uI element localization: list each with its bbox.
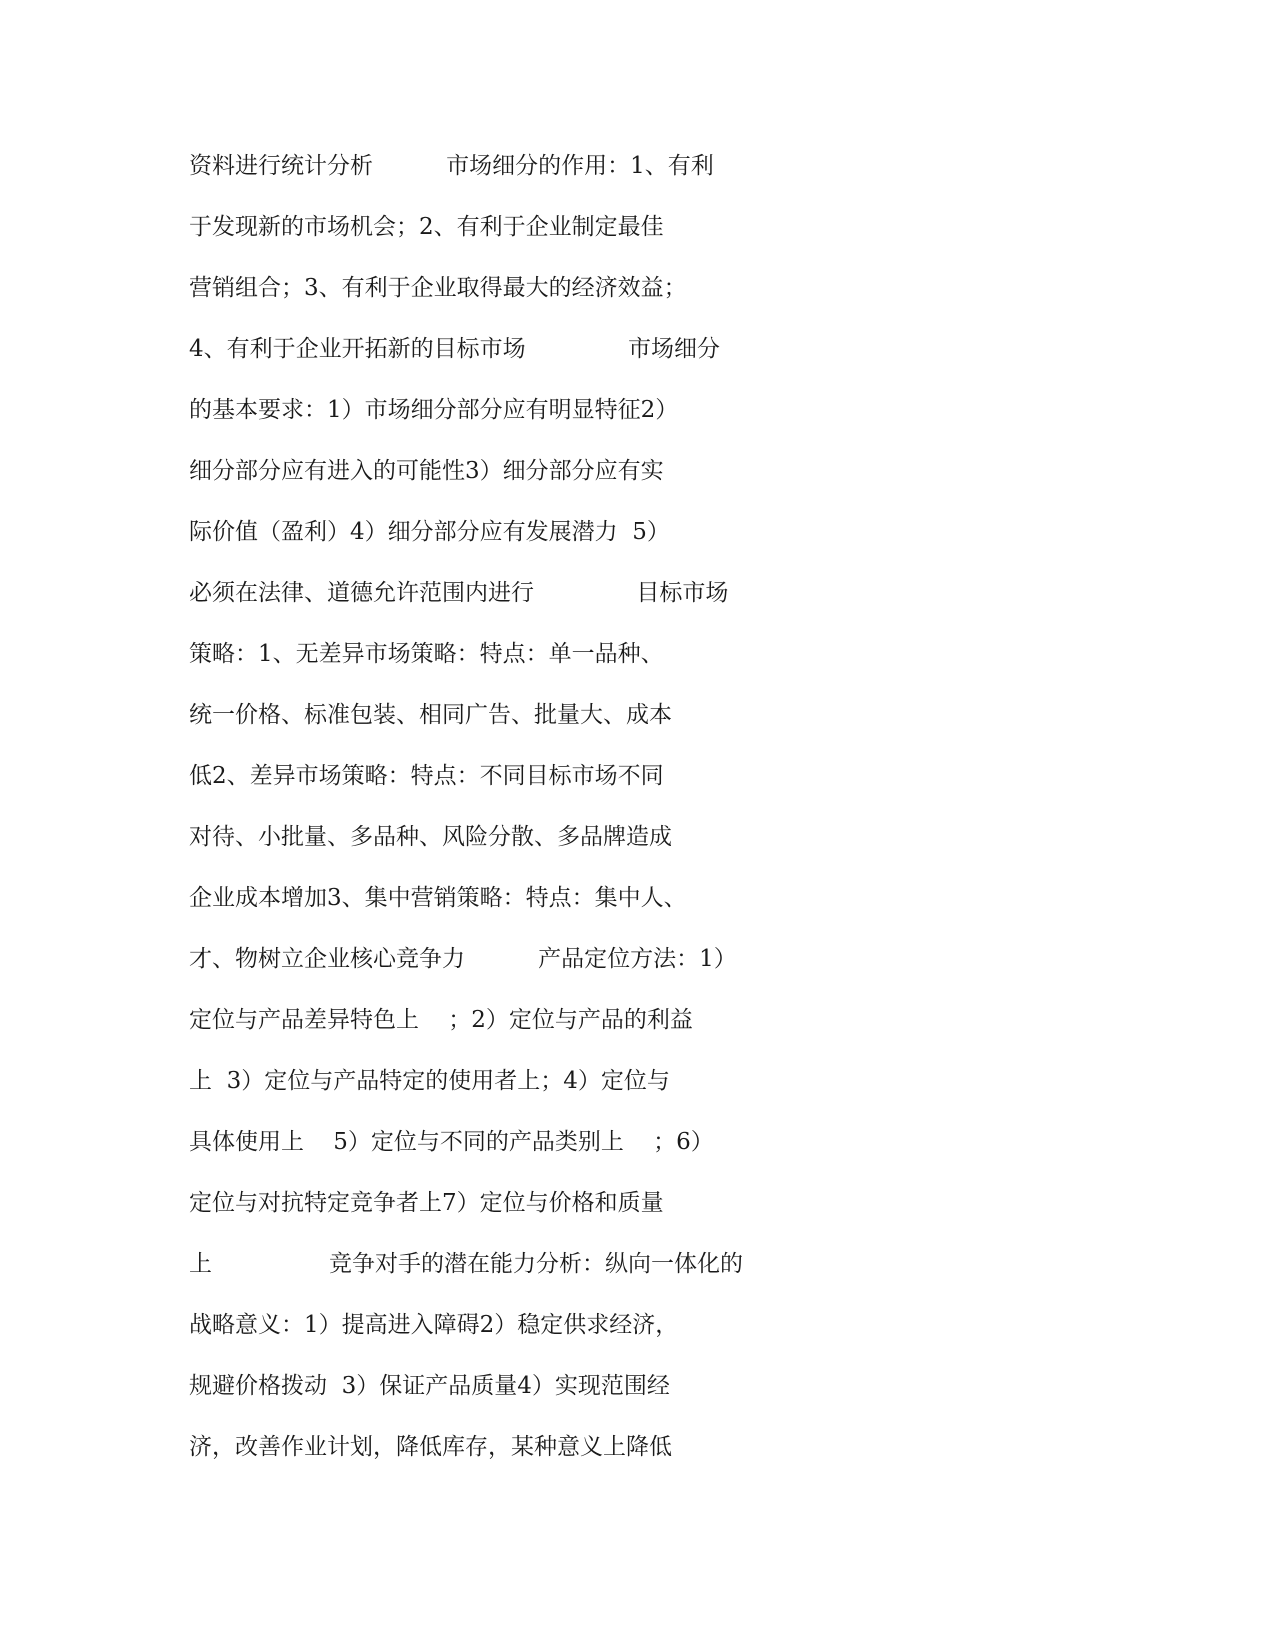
text-line: 必须在法律、道德允许范围内进行 目标市场: [189, 580, 729, 606]
text-line: 具体使用上 5）定位与不同的产品类别上 ；6）: [189, 1129, 714, 1155]
text-line: 济，改善作业计划，降低库存，某种意义上降低: [189, 1434, 672, 1460]
text-line: 营销组合；3、有利于企业取得最大的经济效益；: [189, 275, 687, 301]
text-line: 4、有利于企业开拓新的目标市场 市场细分: [189, 336, 720, 362]
text-line: 规避价格拨动 3）保证产品质量4）实现范围经: [189, 1373, 670, 1399]
text-line: 低2、差异市场策略：特点：不同目标市场不同: [189, 763, 664, 789]
body-text: [189, 146, 789, 1488]
text-line: 于发现新的市场机会；2、有利于企业制定最佳: [189, 214, 664, 240]
text-line: 细分部分应有进入的可能性3）细分部分应有实: [189, 458, 664, 484]
text-line: 企业成本增加3、集中营销策略：特点：集中人、: [189, 885, 687, 911]
text-line: 策略：1、无差异市场策略：特点：单一品种、: [189, 641, 664, 667]
text-line: 战略意义：1）提高进入障碍2）稳定供求经济，: [189, 1312, 679, 1338]
text-line: 对待、小批量、多品种、风险分散、多品牌造成: [189, 824, 672, 850]
text-line: 统一价格、标准包装、相同广告、批量大、成本: [189, 702, 672, 728]
text-line: 的基本要求：1）市场细分部分应有明显特征2）: [189, 397, 679, 423]
text-line: 资料进行统计分析 市场细分的作用：1、有利: [189, 153, 714, 179]
text-line: 上 竞争对手的潜在能力分析：纵向一体化的: [189, 1251, 743, 1277]
text-line: 际价值（盈利）4）细分部分应有发展潜力 5）: [189, 519, 670, 545]
text-line: 定位与产品差异特色上 ；2）定位与产品的利益: [189, 1007, 693, 1033]
text-line: 定位与对抗特定竞争者上7）定位与价格和质量: [189, 1190, 664, 1216]
text-line: 才、物树立企业核心竞争力 产品定位方法：1）: [189, 946, 737, 972]
text-line: 上 3）定位与产品特定的使用者上；4）定位与: [189, 1068, 670, 1094]
